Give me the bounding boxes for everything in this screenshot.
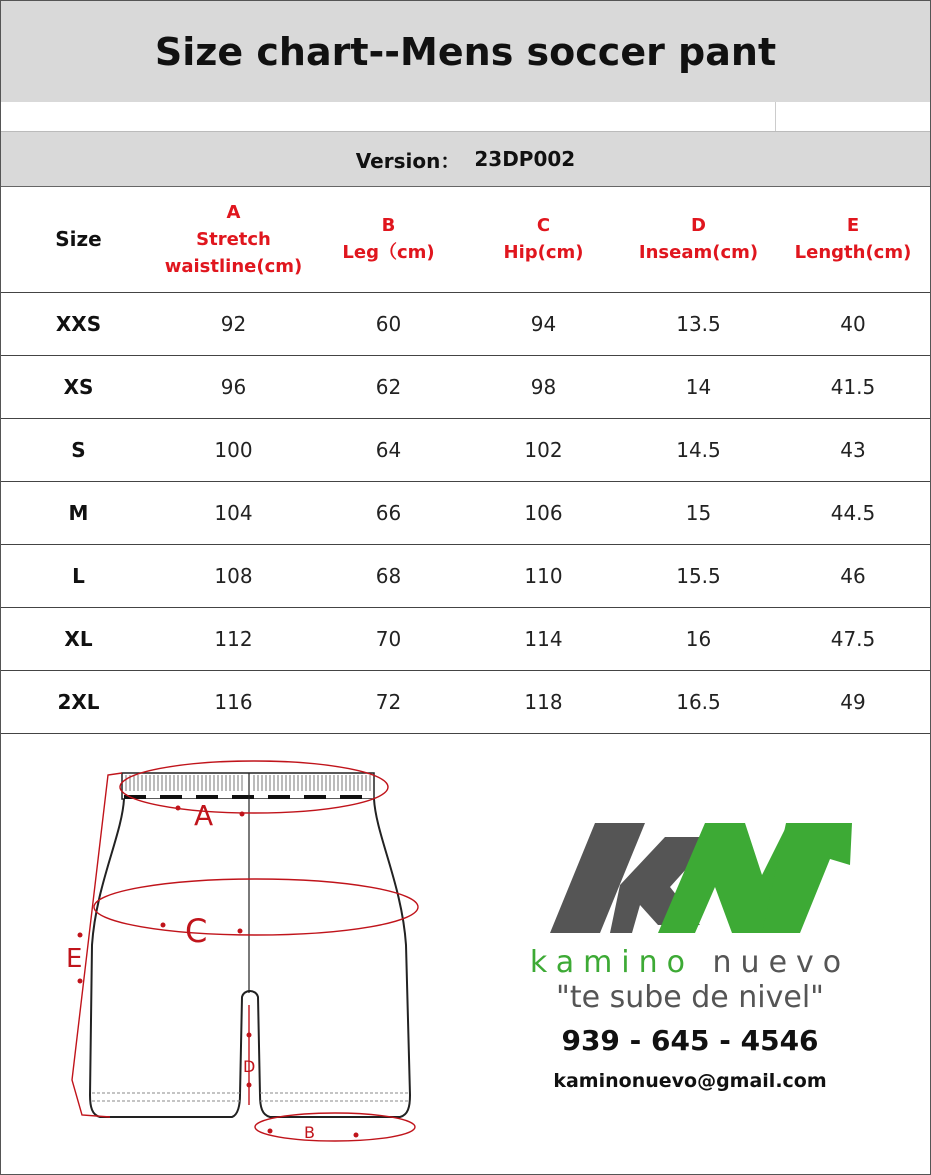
label-d: D (243, 1057, 256, 1076)
table-row (1, 419, 930, 482)
measurement-cell: 96 (156, 356, 311, 419)
measurement-cell: 66 (311, 482, 466, 545)
measurement-cell: 60 (311, 293, 466, 356)
spacer-row (1, 102, 930, 131)
header-line2: waistline(cm) (164, 255, 303, 277)
measurement-cell: 118 (466, 671, 621, 734)
measurement-cell: 68 (311, 545, 466, 608)
header-letter: B (381, 215, 396, 236)
measurement-cell: 114 (466, 608, 621, 671)
header-line1: Length(cm) (794, 242, 912, 263)
brand-name (520, 945, 860, 980)
measurement-cell: 106 (466, 482, 621, 545)
brand-name-part2: nuevo (712, 945, 851, 980)
size-cell: L (1, 545, 156, 608)
size-cell: XL (1, 608, 156, 671)
size-cell: M (1, 482, 156, 545)
measurement-cell: 16 (621, 608, 776, 671)
header-line1: Size (55, 226, 102, 251)
header-col-b (311, 186, 466, 293)
waistband (122, 773, 374, 799)
measurement-cell: 49 (776, 671, 930, 734)
label-c: C (185, 912, 208, 950)
label-a: A (194, 799, 214, 832)
measurement-cell: 108 (156, 545, 311, 608)
measurement-cell: 15 (621, 482, 776, 545)
header-size (1, 186, 156, 293)
measurement-cell: 64 (311, 419, 466, 482)
brand-slogan: "te sube de nivel" (556, 980, 824, 1015)
label-e: E (66, 944, 83, 974)
header-letter: A (226, 201, 241, 223)
table-row (1, 608, 930, 671)
table-row (1, 293, 930, 356)
table-row (1, 356, 930, 419)
measurement-cell: 44.5 (776, 482, 930, 545)
size-cell: XS (1, 356, 156, 419)
header-col-e (776, 186, 930, 293)
header-line1: Inseam(cm) (638, 242, 759, 263)
measurement-cell: 47.5 (776, 608, 930, 671)
table-row (1, 545, 930, 608)
header-letter: E (846, 215, 860, 236)
header-row (1, 186, 930, 293)
version-label: Version： (355, 148, 461, 173)
table-row (1, 482, 930, 545)
size-cell: 2XL (1, 671, 156, 734)
page-title: Size chart--Mens soccer pant (1, 1, 930, 102)
email-address: kaminonuevo@gmail.com (553, 1070, 827, 1092)
measurement-cell: 100 (156, 419, 311, 482)
measurement-cell: 102 (466, 419, 621, 482)
table-body (1, 293, 930, 734)
pants-diagram (0, 735, 470, 1175)
size-table (1, 186, 930, 734)
brand-name-part1: kamino (529, 945, 694, 980)
version-code: 23DP002 (474, 147, 576, 171)
measurement-cell: 112 (156, 608, 311, 671)
measurement-cell: 110 (466, 545, 621, 608)
header-col-c (466, 186, 621, 293)
measurement-cell: 15.5 (621, 545, 776, 608)
measurement-cell: 70 (311, 608, 466, 671)
size-cell: XXS (1, 293, 156, 356)
measurement-cell: 46 (776, 545, 930, 608)
measurement-cell: 16.5 (621, 671, 776, 734)
header-letter: D (691, 215, 706, 236)
measurement-cell: 62 (311, 356, 466, 419)
measurement-cell: 14.5 (621, 419, 776, 482)
header-line1: Leg（cm) (342, 242, 435, 263)
header-line1: Stretch (196, 228, 271, 250)
table-row (1, 671, 930, 734)
version-bar (1, 131, 930, 187)
measurement-cell: 116 (156, 671, 311, 734)
measurement-cell: 72 (311, 671, 466, 734)
measurement-cell: 92 (156, 293, 311, 356)
measurement-cell: 13.5 (621, 293, 776, 356)
measurement-cell: 94 (466, 293, 621, 356)
label-b: B (304, 1123, 315, 1142)
header-line1: Hip(cm) (503, 242, 584, 263)
header-col-a (156, 186, 311, 293)
header-letter: C (536, 215, 551, 236)
measurement-cell: 104 (156, 482, 311, 545)
measurement-cell: 14 (621, 356, 776, 419)
measurement-cell: 40 (776, 293, 930, 356)
header-col-d (621, 186, 776, 293)
phone-number: 939 - 645 - 4546 (561, 1024, 819, 1057)
measurement-cell: 43 (776, 419, 930, 482)
measurement-cell: 98 (466, 356, 621, 419)
measurement-cell: 41.5 (776, 356, 930, 419)
size-cell: S (1, 419, 156, 482)
